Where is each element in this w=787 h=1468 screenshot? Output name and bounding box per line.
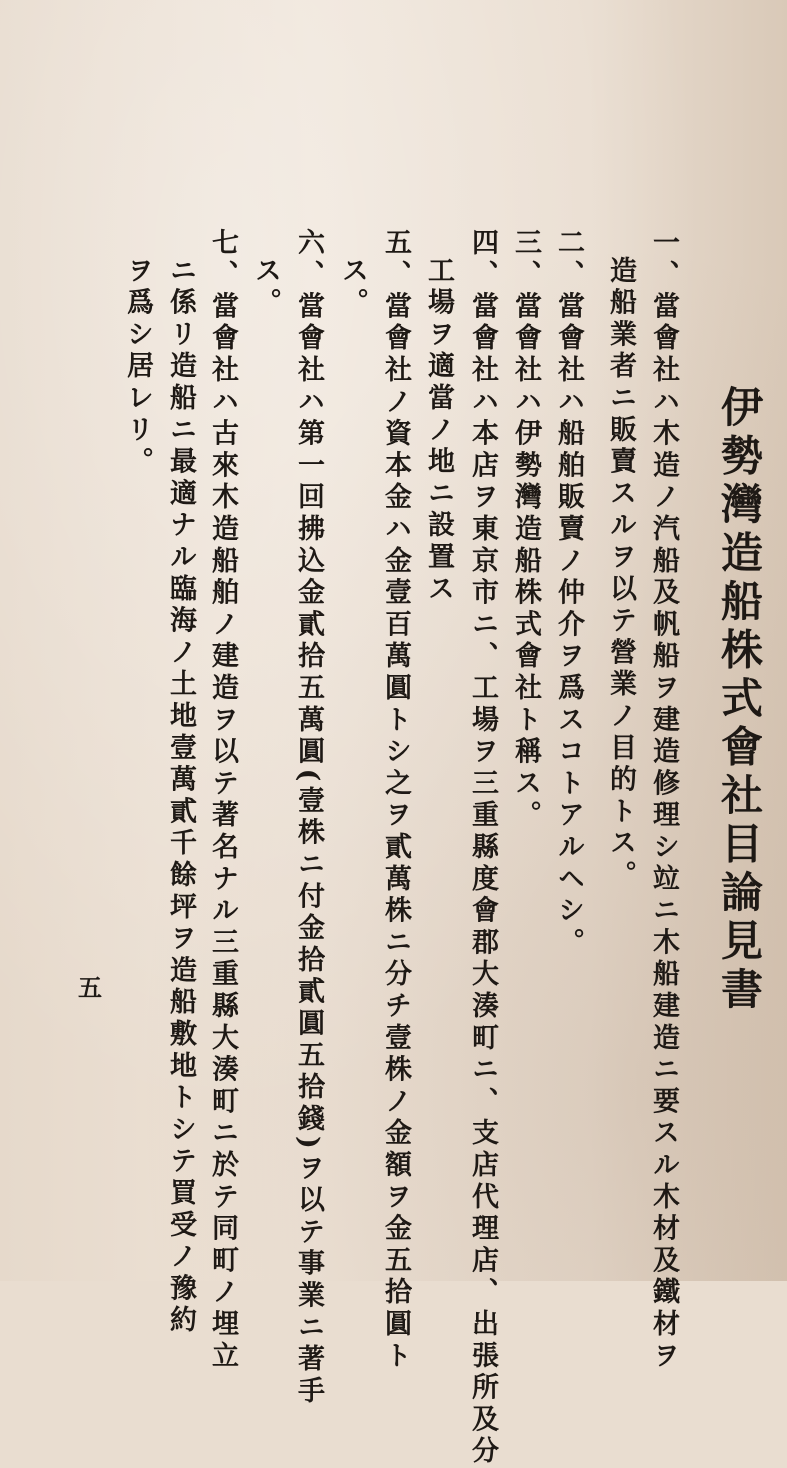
clause-2: 二、當會社ハ船舶販賣ノ仲介ヲ爲スコトアルヘシ。: [553, 228, 584, 960]
clause-6-line-1: 六、當會社ハ第一回拂込金貳拾五萬圓(壹株ニ付金拾貳圓五拾錢)ヲ以テ事業ニ著手: [293, 228, 324, 1408]
clause-5-line-1: 五、當會社ノ資本金ハ金壹百萬圓トシ之ヲ貳萬株ニ分チ壹株ノ金額ヲ金五拾圓ト: [380, 228, 411, 1373]
clause-1-line-1: 一、當會社ハ木造ノ汽船及帆船ヲ建造修理シ竝ニ木船建造ニ要スル木材及鐵材ヲ: [648, 228, 679, 1373]
clause-4-line-1: 四、當會社ハ本店ヲ東京市ニ、工場ヲ三重縣度會郡大湊町ニ、支店代理店、出張所及分: [467, 228, 498, 1468]
clause-1-line-2: 造船業者ニ販賣スルヲ以テ營業ノ目的トス。: [605, 256, 636, 892]
clause-7-line-2: ニ係リ造船ニ最適ナル臨海ノ土地壹萬貳千餘坪ヲ造船敷地トシテ買受ノ豫約: [165, 256, 196, 1338]
clause-7-line-1: 七、當會社ハ古來木造船舶ノ建造ヲ以テ著名ナル三重縣大湊町ニ於テ同町ノ埋立: [207, 228, 238, 1373]
document-title: 伊勢灣造船株式會社目論見書: [715, 385, 764, 1016]
clause-4-line-2: 工場ヲ適當ノ地ニ設置ス: [423, 256, 454, 606]
clause-5-line-2: ス。: [337, 256, 368, 320]
clause-3: 三、當會社ハ伊勢灣造船株式會社ト稱ス。: [510, 228, 541, 833]
clause-7-line-3: ヲ爲シ居レリ。: [122, 256, 153, 479]
page-number: 五: [78, 973, 102, 1002]
clause-6-line-2: ス。: [250, 256, 281, 320]
